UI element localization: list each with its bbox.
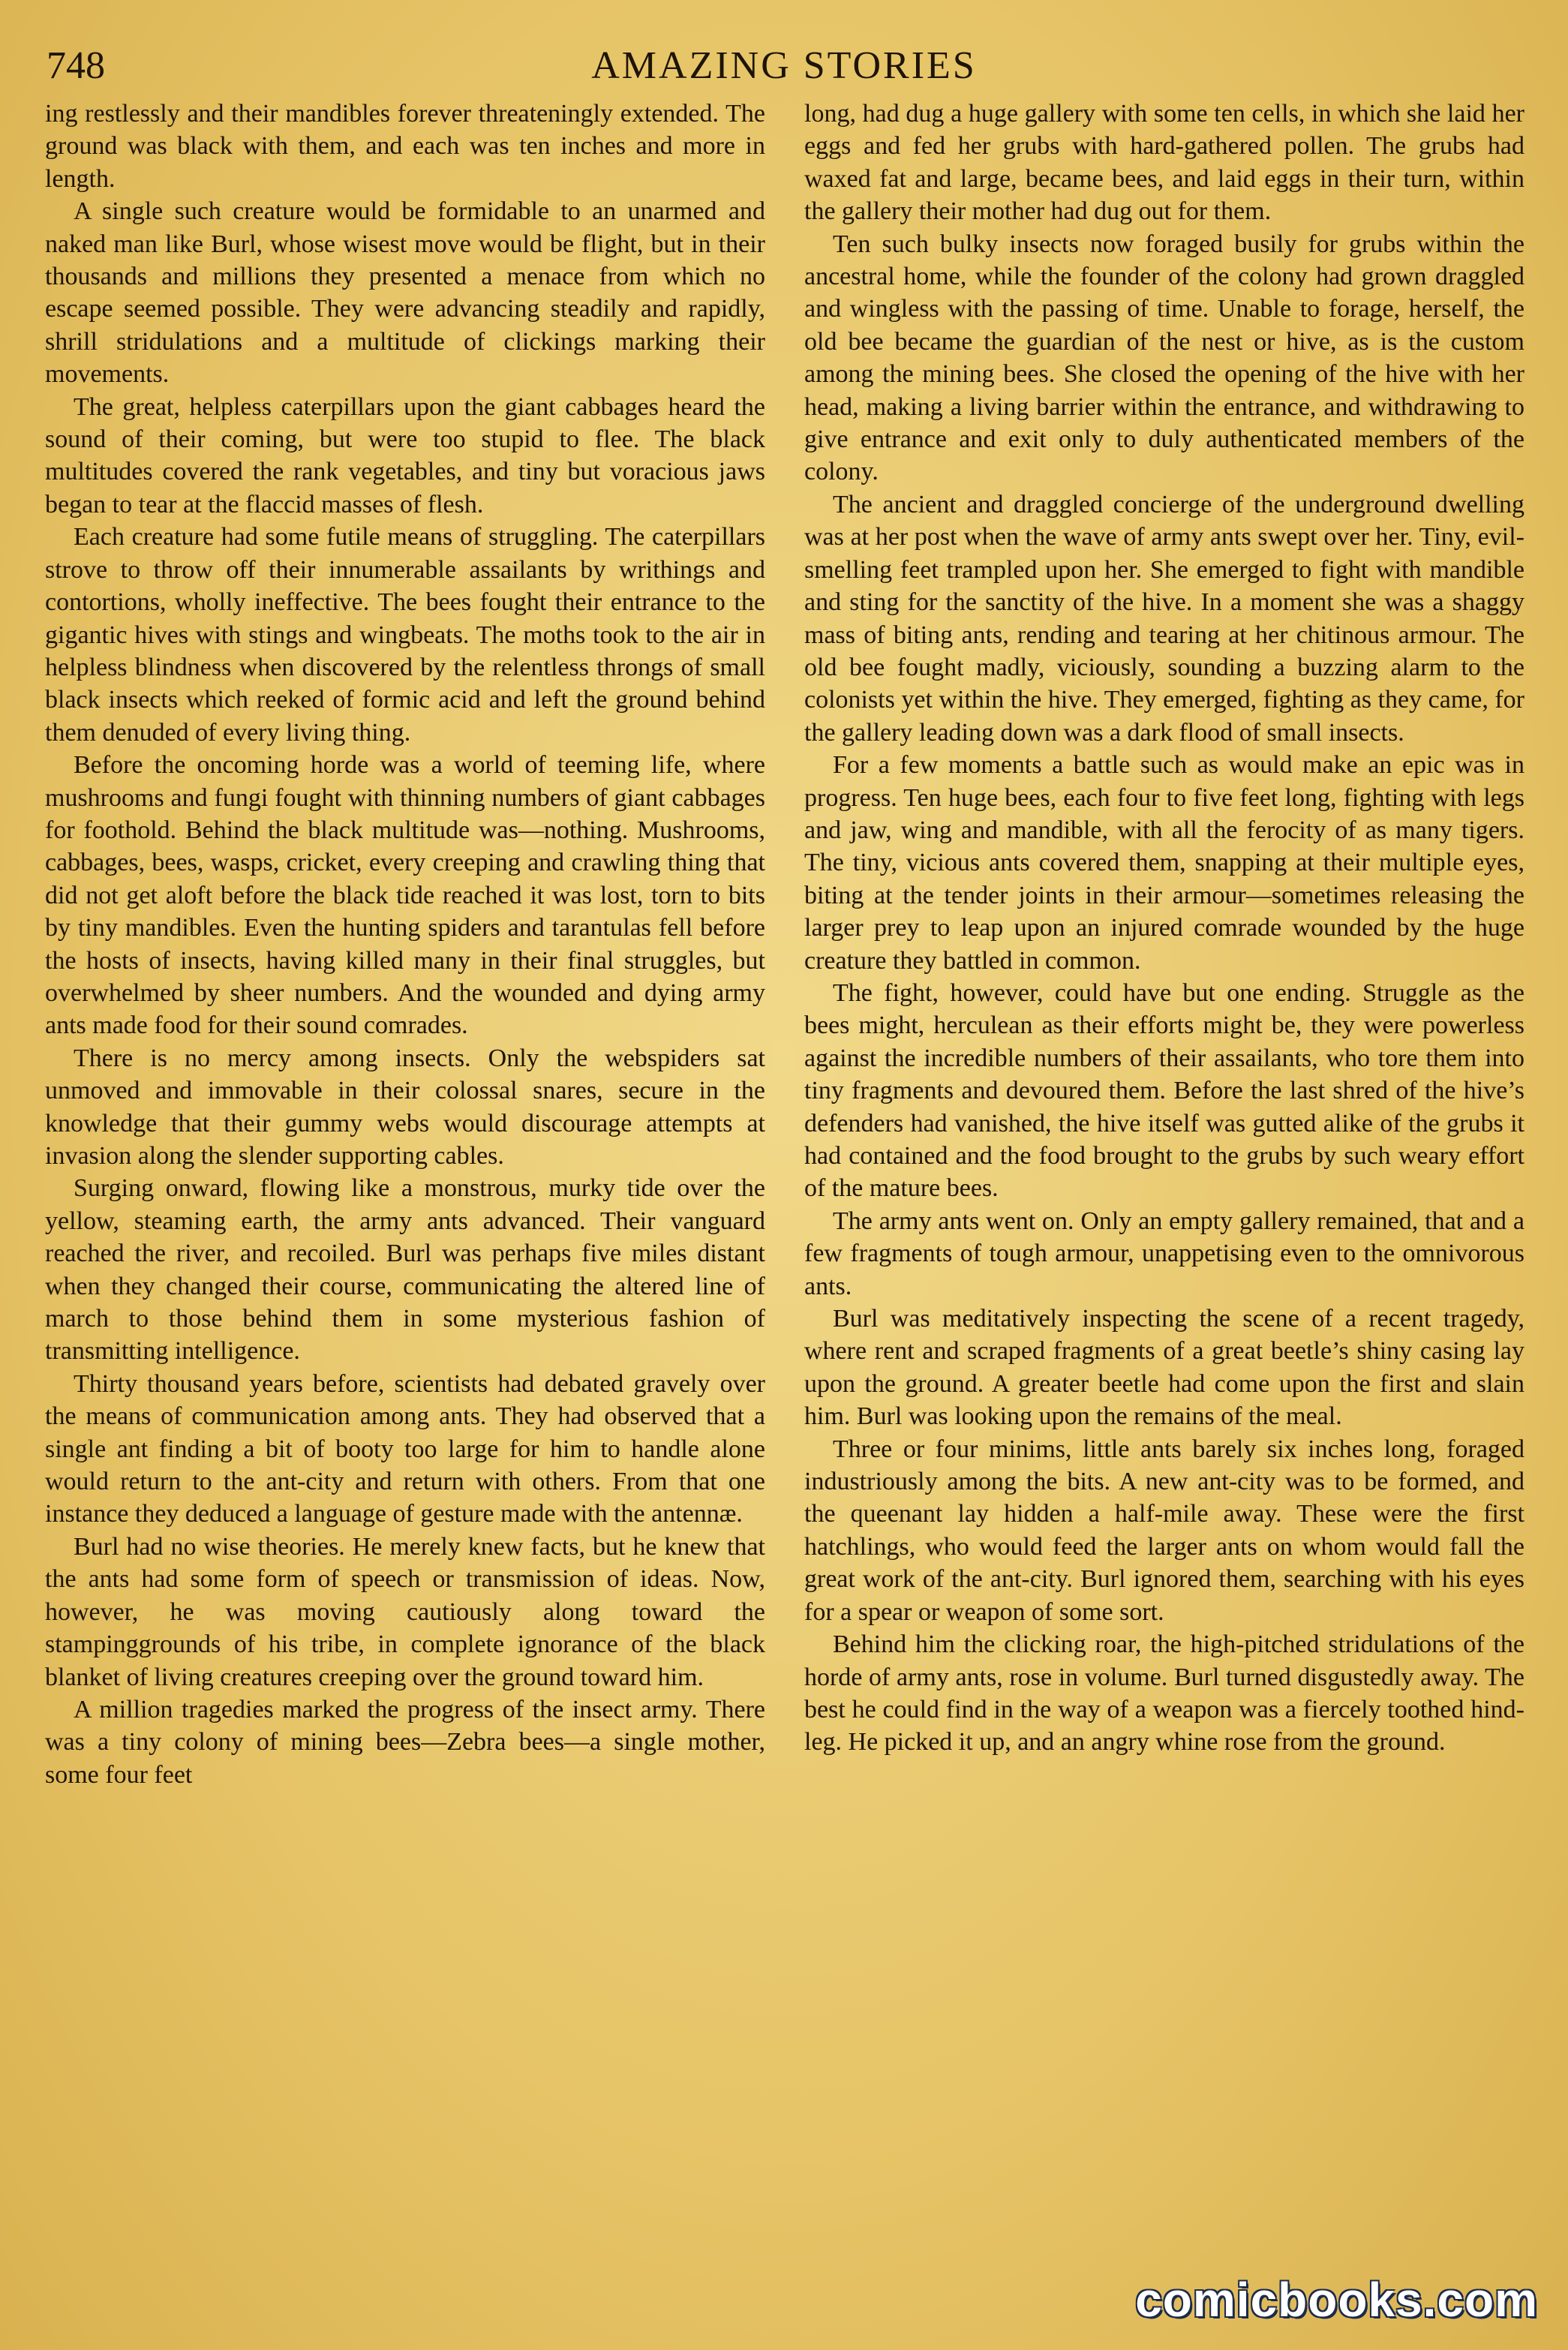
page-header (0, 36, 1568, 96)
paragraph: Each creature had some futile means of struggling. The caterpillars strove to throw off their innumerable assailants by writhings and contortions, wholly ineffective. The bees fought their entrance to the gigantic hives with stings and wingbeats. The moths took to the air in helpless blindness when discovered by the relentless throngs of small black insects which reeked of formic acid and left the ground behind them denuded of every living thing. (45, 523, 765, 747)
paragraph: Three or four minims, little ants barely six inches long, foraged industriously among the bits. A new ant-city was to be formed, and the queenant lay hidden a half-mile away. These were the first hatchlings, who would feed the larger ants on whom would fall the great work of the ant-city. Burl ignored them, searching with his eyes for a spear or weapon of some sort. (804, 1435, 1524, 1626)
paragraph: For a few moments a battle such as would make an epic was in progress. Ten huge bees, each four to five feet long, fighting with legs and jaw, wing and mandible, with all the ferocity of as many tigers. The tiny, vicious ants covered them, snapping at their multiple eyes, biting at the tender joints in their armour—sometimes releasing the larger prey to leap upon an injured comrade wounded by the huge creature they battled in common. (804, 751, 1524, 975)
paragraph: ing restlessly and their mandibles forever threateningly extended. The ground was black with them, and each was ten inches and more in length. (45, 100, 765, 193)
left-column (45, 98, 765, 1791)
paragraph: There is no mercy among insects. Only the webspiders sat unmoved and immovable in their colossal snares, secure in the knowledge that their gummy webs would discourage attempts at invasion along the slender supporting cables. (45, 1044, 765, 1170)
paragraph: The ancient and draggled concierge of the underground dwelling was at her post when the wave of army ants swept over her. Tiny, evil-smelling feet trampled upon her. She emerged to fight with mandible and sting for the sanctity of the hive. In a moment she was a shaggy mass of biting ants, rending and tearing at her chitinous armour. The old bee fought madly, viciously, sounding a buzzing alarm to the colonists yet within the hive. They emerged, fighting as they came, for the gallery leading down was a dark flood of small insects. (804, 490, 1524, 747)
page-number: 748 (47, 44, 105, 87)
paragraph: Burl had no wise theories. He merely knew facts, but he knew that the ants had some form of speech or transmission of ideas. Now, however, he was moving cautiously along toward the stampinggrounds of his tribe, in complete ignorance of the black blanket of living creatures creeping over the ground toward him. (45, 1532, 765, 1691)
paragraph: Before the oncoming horde was a world of teeming life, where mushrooms and fungi fought with thinning numbers of giant cabbages for foothold. Behind the black multitude was—nothing. Mushrooms, cabbages, bees, wasps, cricket, every creeping and crawling thing that did not get aloft before the black tide reached it was lost, torn to bits by tiny mandibles. Even the hunting spiders and tarantulas fell before the hosts of insects, having killed many in their final struggles, but overwhelmed by sheer numbers. And the wounded and dying army ants made food for their sound comrades. (45, 751, 765, 1040)
paragraph: The great, helpless caterpillars upon the giant cabbages heard the sound of their coming, but were too stupid to flee. The black multitudes covered the rank vegetables, and tiny but voracious jaws began to tear at the flaccid masses of flesh. (45, 392, 765, 518)
paragraph: The army ants went on. Only an empty gallery remained, that and a few fragments of tough armour, unappetising even to the omnivorous ants. (804, 1207, 1524, 1300)
paragraph: Burl was meditatively inspecting the scene of a recent tragedy, where rent and scraped fragments of a great beetle’s shiny casing lay upon the ground. A greater beetle had come upon the first and slain him. Burl was looking upon the remains of the meal. (804, 1305, 1524, 1431)
paragraph: Ten such bulky insects now foraged busily for grubs within the ancestral home, while the founder of the colony had grown draggled and wingless with the passing of time. Unable to forage, herself, the old bee became the guardian of the nest or hive, as is the custom among the mining bees. She closed the opening of the hive with her head, making a living barrier within the entrance, and withdrawing to give entrance and exit only to duly authenticated members of the colony. (804, 230, 1524, 486)
paragraph: A single such creature would be formidable to an unarmed and naked man like Burl, whose wisest move would be flight, but in their thousands and millions they presented a menace from which no escape seemed possible. They were advancing steadily and rapidly, shrill stridulations and a multitude of clickings marking their movements. (45, 197, 765, 389)
paragraph: The fight, however, could have but one ending. Struggle as the bees might, herculean as their efforts might be, they were powerless against the incredible numbers of their assailants, who tore them into tiny fragments and devoured them. Before the last shred of the hive’s defenders had vanished, the hive itself was gutted alike of the grubs it had contained and the food brought to the grubs by such weary effort of the mature bees. (804, 978, 1524, 1203)
paragraph: Behind him the clicking roar, the high-pitched stridulations of the horde of army ants, rose in volume. Burl turned disgustedly away. The best he could find in the way of a weapon was a fiercely toothed hind-leg. He picked it up, and an angry whine rose from the ground. (804, 1630, 1524, 1756)
right-column (804, 98, 1524, 1759)
watermark-logo: comicbooks.com (1135, 2273, 1538, 2327)
paragraph: long, had dug a huge gallery with some ten cells, in which she laid her eggs and fed her grubs with hard-gathered pollen. The grubs had waxed fat and large, became bees, and laid eggs in their turn, within the gallery their mother had dug out for them. (804, 100, 1524, 226)
paragraph: A million tragedies marked the progress of the insect army. There was a tiny colony of mining bees—Zebra bees—a single mother, some four feet (45, 1695, 765, 1789)
page-title: AMAZING STORIES (591, 44, 977, 87)
paragraph: Surging onward, flowing like a monstrous, murky tide over the yellow, steaming earth, the army ants advanced. Their vanguard reached the river, and recoiled. Burl was perhaps five miles distant when they changed their course, communicating the altered line of march to those behind them in some mysterious fashion of transmitting intelligence. (45, 1174, 765, 1366)
paragraph: Thirty thousand years before, scientists had debated gravely over the means of communication among ants. They had observed that a single ant finding a bit of booty too large for him to handle alone would return to the ant-city and return with others. From that one instance they deduced a language of gesture made with the antennæ. (45, 1369, 765, 1528)
